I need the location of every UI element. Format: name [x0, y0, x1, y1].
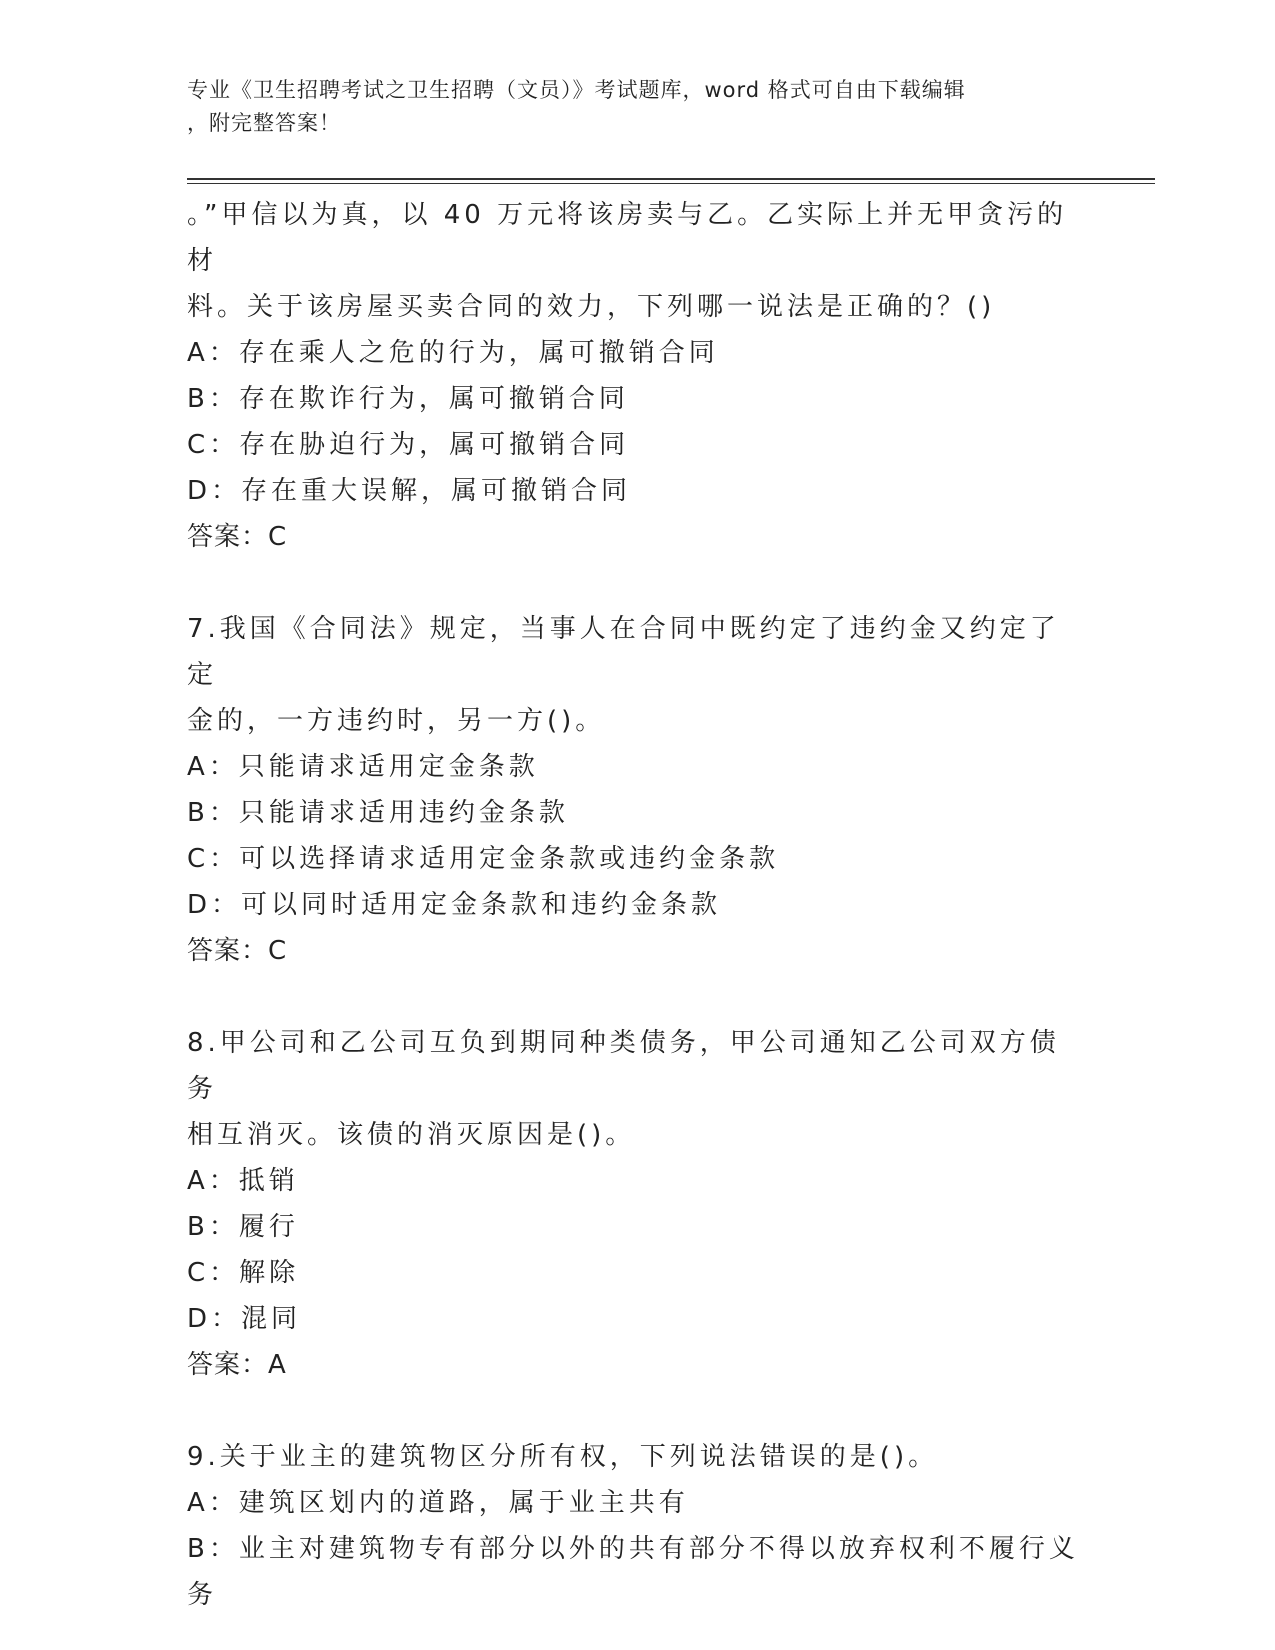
option-a: A：抵销: [187, 1166, 299, 1196]
answer-line: [187, 1342, 1087, 1388]
answer-label: 答案：: [187, 1350, 269, 1380]
option-b: B：履行: [187, 1212, 299, 1242]
answer-value: C: [268, 936, 288, 966]
question-stem-line: 料。关于该房屋买卖合同的效力，下列哪一说法是正确的？(): [187, 292, 996, 322]
option-d: D：混同: [187, 1304, 302, 1334]
answer-value: C: [268, 522, 288, 552]
option-a: A：只能请求适用定金条款: [187, 752, 539, 782]
question-block: [187, 192, 1087, 560]
answer-value: A: [268, 1350, 287, 1380]
option-c: C：解除: [187, 1258, 300, 1288]
spacer: [187, 974, 1087, 1020]
header-divider: [187, 178, 1155, 184]
question-block: [187, 606, 1087, 974]
option-b: B：业主对建筑物专有部分以外的共有部分不得以放弃权利不履行义务: [187, 1534, 1079, 1610]
option-d: D：存在重大误解，属可撤销合同: [187, 476, 632, 506]
option-a: A：建筑区划内的道路，属于业主共有: [187, 1488, 689, 1518]
option-a: A：存在乘人之危的行为，属可撤销合同: [187, 338, 719, 368]
question-stem-line: 9.关于业主的建筑物区分所有权，下列说法错误的是()。: [187, 1442, 939, 1472]
document-header: [187, 74, 1067, 140]
question-block: [187, 1434, 1087, 1618]
question-stem-line: 7.我国《合同法》规定，当事人在合同中既约定了违约金又约定了定: [187, 614, 1060, 690]
spacer: [187, 560, 1087, 606]
question-block: [187, 1020, 1087, 1388]
question-stem-line: 8.甲公司和乙公司互负到期同种类债务，甲公司通知乙公司双方债务: [187, 1028, 1060, 1104]
option-c: C：存在胁迫行为，属可撤销合同: [187, 430, 630, 460]
question-list: [187, 192, 1087, 1618]
option-b: B：只能请求适用违约金条款: [187, 798, 569, 828]
question-stem-line: 金的，一方违约时，另一方()。: [187, 706, 606, 736]
answer-line: [187, 928, 1087, 974]
option-c: C：可以选择请求适用定金条款或违约金条款: [187, 844, 780, 874]
answer-label: 答案：: [187, 936, 269, 966]
header-line-1: 专业《卫生招聘考试之卫生招聘（文员）》考试题库，word 格式可自由下载编辑: [187, 78, 966, 102]
answer-line: [187, 514, 1087, 560]
option-b: B：存在欺诈行为，属可撤销合同: [187, 384, 629, 414]
question-stem-line: 相互消灭。该债的消灭原因是()。: [187, 1120, 636, 1150]
answer-label: 答案：: [187, 522, 269, 552]
question-stem-line: 。”甲信以为真，以 40 万元将该房卖与乙。乙实际上并无甲贪污的材: [187, 200, 1068, 276]
spacer: [187, 1388, 1087, 1434]
option-d: D：可以同时适用定金条款和违约金条款: [187, 890, 722, 920]
header-line-2: ，附完整答案！: [187, 111, 341, 135]
